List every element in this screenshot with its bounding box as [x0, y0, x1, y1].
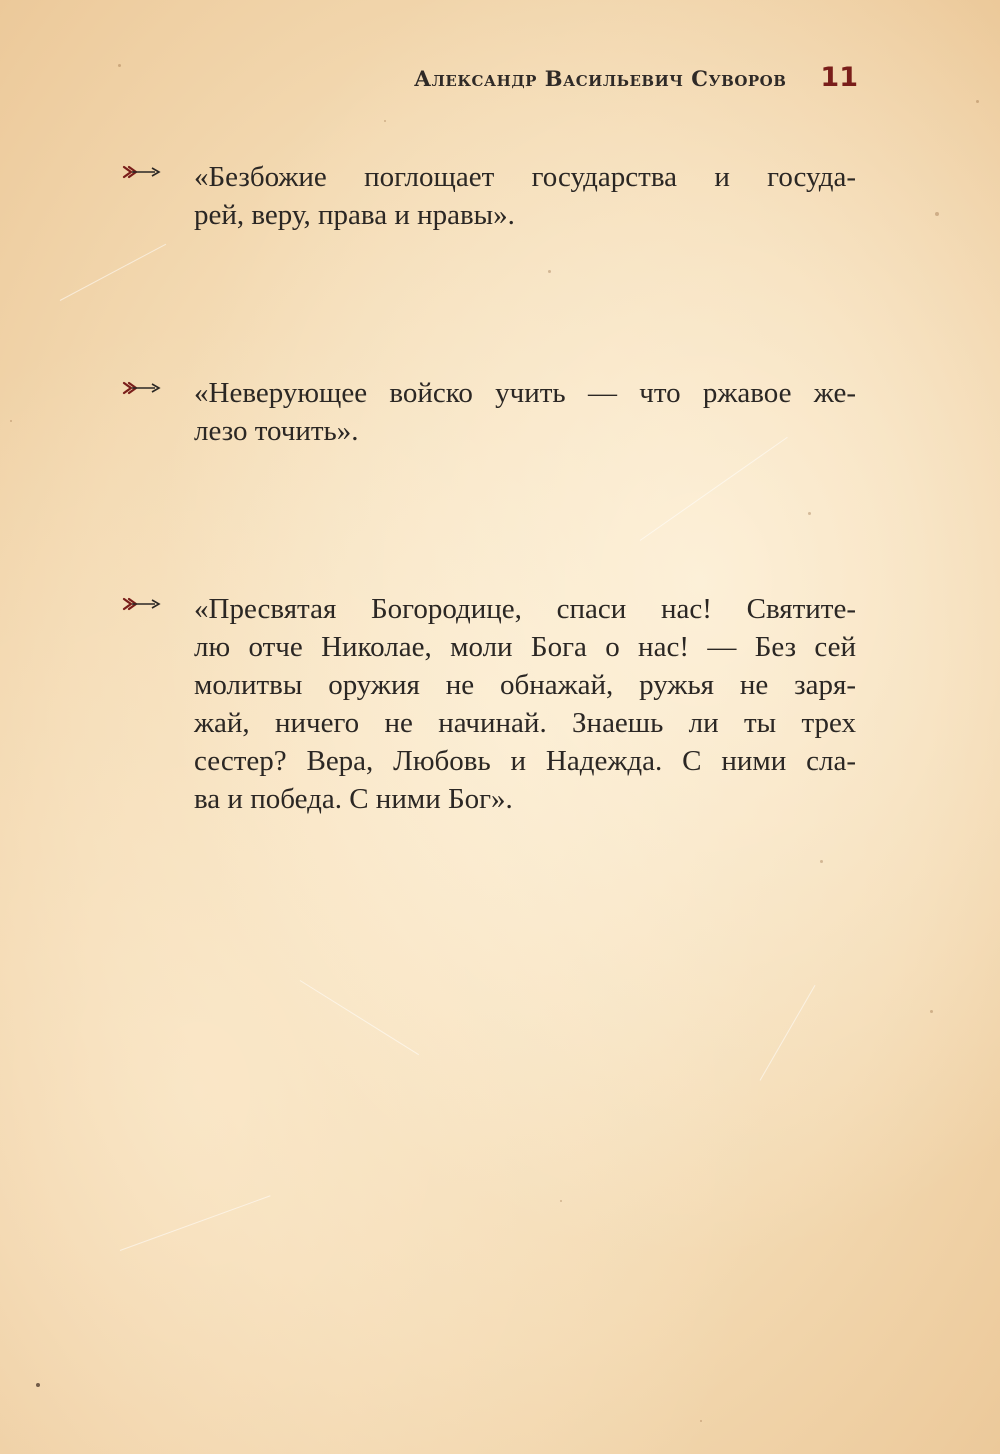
quote-block: [122, 158, 862, 234]
page-header: [414, 62, 858, 93]
quote-block: [122, 590, 862, 818]
fletched-arrow-icon: [122, 158, 194, 234]
quote-line: «Безбожие поглощает государства и госуда-: [194, 161, 856, 193]
quote-block: [122, 374, 862, 450]
quote-text: [194, 590, 856, 818]
page-number: 11: [820, 62, 858, 93]
quote-text: [194, 374, 856, 450]
quote-line: молитвы оружия не обнажай, ружья не заря-: [194, 669, 856, 701]
running-head: Александр Васильевич Суворов: [414, 66, 787, 91]
quote-text: [194, 158, 856, 234]
quote-line: «Пресвятая Богородице, спаси нас! Святите-: [194, 593, 856, 625]
quote-line: «Неверующее войско учить — что ржавое же-: [194, 377, 856, 409]
quote-line: жай, ничего не начинай. Знаешь ли ты трех: [194, 707, 856, 739]
quote-line: лю отче Николае, моли Бога о нас! — Без сей: [194, 631, 856, 663]
quote-line: ва и победа. С ними Бог».: [194, 783, 513, 815]
quote-line: сестер? Вера, Любовь и Надежда. С ними сла-: [194, 745, 856, 777]
fletched-arrow-icon: [122, 590, 194, 818]
fletched-arrow-icon: [122, 374, 194, 450]
quote-line: рей, веру, права и нравы».: [194, 199, 515, 231]
quote-line: лезо точить».: [194, 415, 359, 447]
